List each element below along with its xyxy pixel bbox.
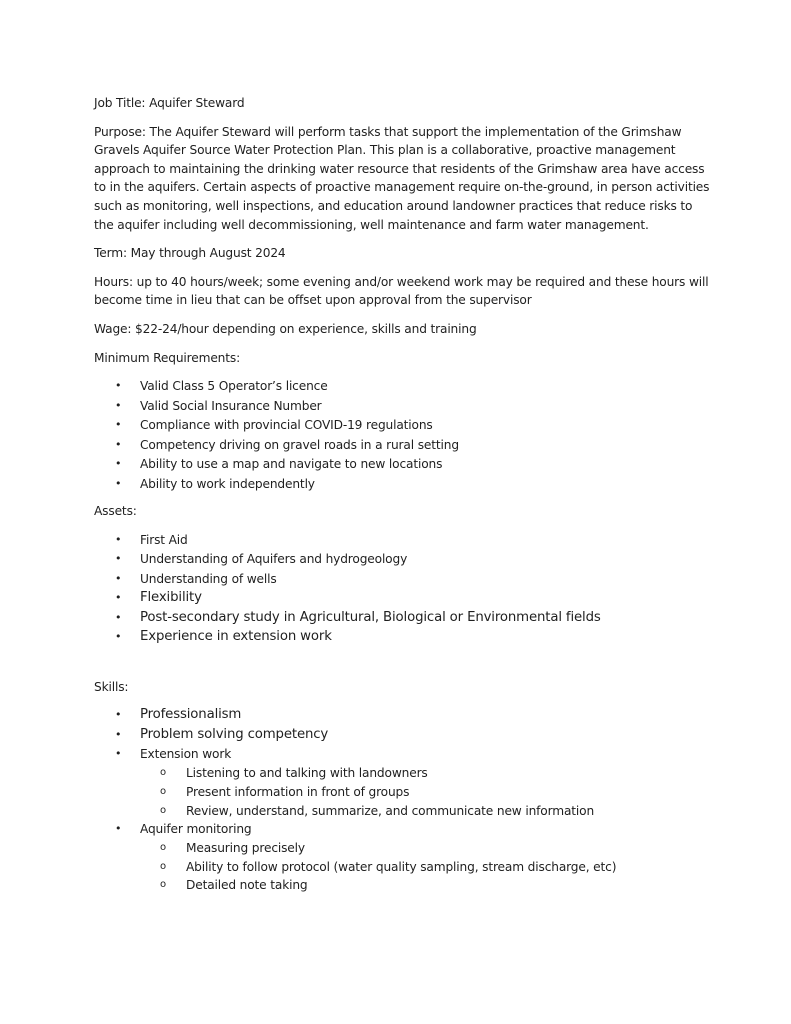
sub-list-item: o Detailed note taking <box>140 876 714 895</box>
circle-bullet-icon: o <box>160 785 166 797</box>
term-line: Term: May through August 2024 <box>94 246 286 261</box>
list-item: • Valid Class 5 Operator’s licence <box>94 377 714 397</box>
bullet-icon: • <box>115 630 122 644</box>
circle-bullet-icon: o <box>160 804 166 816</box>
list-item: • Extension work o Listening to and talking with landowners o Present information in front of groups o Review, understand, summarize, and communicate new information <box>94 745 714 820</box>
list-item: • Ability to use a map and navigate to new locations <box>94 455 714 475</box>
sub-list-item: o Listening to and talking with landowners <box>140 764 714 783</box>
minimum-requirements-list <box>94 377 714 494</box>
bullet-icon: • <box>115 457 122 471</box>
skills-heading: Skills: <box>94 679 129 694</box>
bullet-icon: • <box>115 591 122 605</box>
list-item: • First Aid <box>94 531 714 551</box>
document-page <box>94 94 714 895</box>
job-title: Job Title: Aquifer Steward <box>94 96 245 110</box>
aquifer-monitoring-sublist <box>140 839 714 895</box>
list-item: • Understanding of wells <box>94 570 714 590</box>
extension-work-sublist <box>140 764 714 820</box>
circle-bullet-icon: o <box>160 766 166 778</box>
list-item: • Aquifer monitoring o Measuring precisely o Ability to follow protocol (water quality sampling, stream discharge, etc) o Detailed note taking <box>94 820 714 895</box>
bullet-icon: • <box>115 822 122 836</box>
bullet-icon: • <box>115 476 122 490</box>
bullet-icon: • <box>115 379 122 393</box>
list-item: • Flexibility <box>94 589 714 609</box>
sub-list-item: o Ability to follow protocol (water quality sampling, stream discharge, etc) <box>140 858 714 877</box>
list-item: • Valid Social Insurance Number <box>94 397 714 417</box>
list-item: • Post-secondary study in Agricultural, Biological or Environmental fields <box>94 609 714 629</box>
assets-list <box>94 531 714 648</box>
bullet-icon: • <box>115 610 122 624</box>
bullet-icon: • <box>115 437 122 451</box>
list-item: • Understanding of Aquifers and hydrogeology <box>94 550 714 570</box>
bullet-icon: • <box>115 708 122 722</box>
bullet-icon: • <box>115 532 122 546</box>
circle-bullet-icon: o <box>160 879 166 891</box>
bullet-icon: • <box>115 552 122 566</box>
circle-bullet-icon: o <box>160 860 166 872</box>
minimum-requirements-heading: Minimum Requirements: <box>94 350 241 365</box>
list-item: • Ability to work independently <box>94 475 714 495</box>
list-item: • Experience in extension work <box>94 628 714 648</box>
skills-list <box>94 706 714 895</box>
list-item: • Problem solving competency <box>94 726 714 746</box>
bullet-icon: • <box>115 727 122 741</box>
list-item: • Compliance with provincial COVID-19 regulations <box>94 416 714 436</box>
bullet-icon: • <box>115 571 122 585</box>
list-item: • Professionalism <box>94 706 714 726</box>
sub-list-item: o Review, understand, summarize, and communicate new information <box>140 802 714 821</box>
list-item: • Competency driving on gravel roads in a rural setting <box>94 436 714 456</box>
sub-list-item: o Present information in front of groups <box>140 783 714 802</box>
purpose-paragraph: Purpose: The Aquifer Steward will perform tasks that support the implementation of the Grimshaw Gravels Aquifer Source Water Protection Plan. This plan is a collaborative, proactive management approach to maintaining the drinking water resource that residents of the Grimshaw area have access to in the aquifers. Certain aspects of proactive management require on-the-ground, in person activities such as monitoring, well inspections, and education around landowner practices that reduce risks to the aquifer including well decommissioning, well maintenance and farm water management. <box>94 124 710 232</box>
hours-paragraph: Hours: up to 40 hours/week; some evening and/or weekend work may be required and these hours will become time in lieu that can be offset upon approval from the supervisor <box>94 274 709 308</box>
bullet-icon: • <box>115 747 122 761</box>
wage-line: Wage: $22-24/hour depending on experience, skills and training <box>94 321 477 336</box>
sub-list-item: o Measuring precisely <box>140 839 714 858</box>
assets-heading: Assets: <box>94 504 137 519</box>
circle-bullet-icon: o <box>160 841 166 853</box>
bullet-icon: • <box>115 398 122 412</box>
bullet-icon: • <box>115 418 122 432</box>
